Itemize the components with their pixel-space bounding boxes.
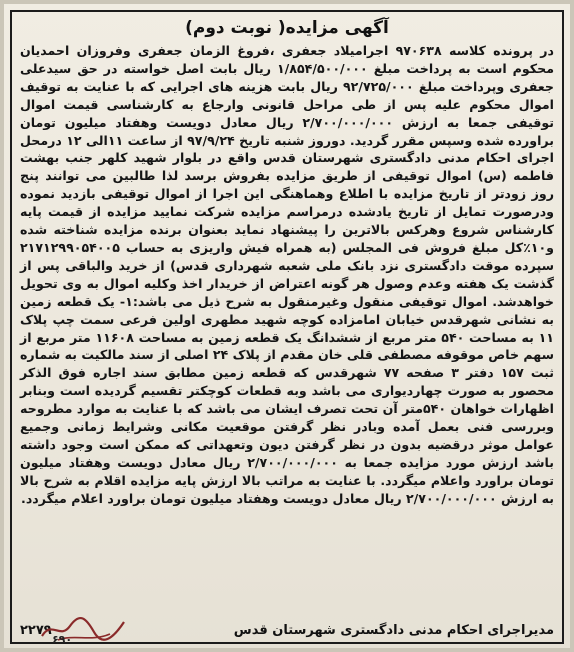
newspaper-clipping [4, 4, 570, 648]
notice-title: آگهی مزایده( نوبت دوم) [185, 18, 389, 38]
footer-code: ۲۲۷۹ [20, 623, 52, 638]
notice-frame [10, 10, 564, 644]
signature-number: ۶۹۰ [52, 633, 73, 646]
notice-body: در پرونده کلاسه ۹۷۰۶۳۸ اجرامیلاد جعفری ،فروغ الزمان جعفری وفروزان احمدیان محکوم است به پرداخت مبلغ ۱/۸۵۴/۵۰۰/۰۰۰ ریال بابت اصل خواسته در حق سیدعلی جعفری وپرداخت مبلغ ۹۲/۷۲۵/۰۰۰ ریال بابت هزینه های اجرایی که با عنایت به توقیف اموال محکوم علیه پس از طی مراحل قانونی وارجاع به کارشناسی قیمت اموال توقیفی جمعا به ارزش ۲/۷۰۰/۰۰۰/۰۰۰ ریال معادل دویست وهفتاد میلیون تومان براورده شده وسپس مقرر گردید. دوروز شنبه تاریخ ۹۷/۹/۲۴ از ساعت ۱۱الی ۱۲ درمحل اجرای احکام مدنی دادگستری شهرستان قدس واقع در بلوار شهید کلهر جنب بهشت فاطمه (س) اموال توقیفی از طریق مزایده بفروش برسد لذا طالبین می توانند پنج روز زودتر از تاریخ مزایده با اطلاع وهماهنگی این اجرا از اموال توقیفی بازدید نموده ودرصورت تمایل از تاریخ یادشده درمراسم مزایده شرکت نمایید مزایده از قیمت پایه کارشناس شروع وهرکس بالاترین را پیشنهاد نماید بعنوان برنده مزایده شناخته شده و۱۰٪کل مبلغ فروش فی المجلس (به همراه فیش واریزی به حساب ۲۱۷۱۲۹۹۰۵۴۰۰۵ سپرده موقت دادگستری نزد بانک ملی شعبه شهرداری قدس) از خرید والباقی پس از گذشت یک هفته وعدم وصول هر گونه اعتراض از خریدار اخذ وکلیه اموال به وی تحویل خواهدشد. اموال توقیفی منقول وغیرمنقول به شرح ذیل می باشد:۱- یک قطعه زمین به نشانی شهرقدس خیابان امامزاده کوچه شهید مطهری اولین فرعی سمت چپ پلاک ۱۱ به مساحت ۵۴۰ متر مربع از ششدانگ یک قطعه زمین به مساحت ۱۱۶۰۸ متر مربع از سهم خاص موقوفه مصطفی قلی خان مقدم از پلاک ۲۴ اصلی از سند مالکیت به شماره ثبت ۱۵۷ دفتر ۳ صفحه ۷۷ شهرقدس که قطعه زمین مطابق سند اجاره فوق الذکر محصور به صورت چهاردیواری می باشد وبه قطعات کوچکتر تقسیم گردیده است وبنابر اظهارات خواهان ۵۴۰متر آن تحت تصرف ایشان می باشد که با عنایت به موارد مطروحه وبررسی فنی بعمل آمده وبادر نظر گرفتن موقعیت مکانی وشرایط زمانی وجمیع عوامل موثر درقضیه بدون در نظر گرفتن دیون وتعهداتی که ممکن است وجود داشته باشد ارزش مورد مزایده جمعا به ۲/۷۰۰/۰۰۰/۰۰۰ ریال معادل دویست وهفتاد میلیون تومان براورد واعلام میگردد. با عنایت به مراتب بالا ارزش پایه مزایده اقلام به شرح بالا به ارزش ۲/۷۰۰/۰۰۰/۰۰۰ ریال معادل دویست وهفتاد میلیون تومان براورد اعلام میگردد. [20, 43, 555, 506]
footer-office: مدیراجرای احکام مدنی دادگستری شهرستان قدس [233, 623, 554, 638]
